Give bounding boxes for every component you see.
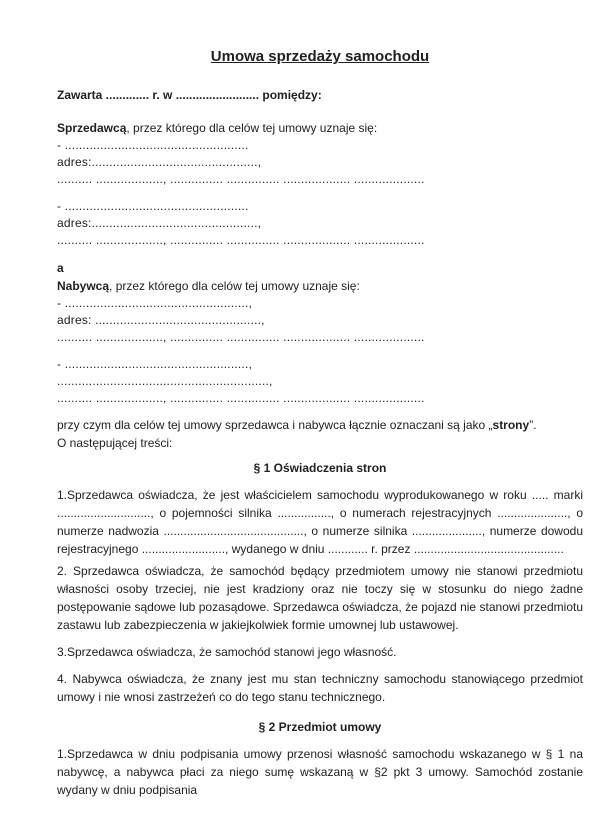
- seller-entry-1-details-line: .......... ..................., ............... ............... ................... ....................: [57, 172, 425, 186]
- buyer-entry-2-name-line: - ....................................................,: [57, 357, 253, 371]
- buyer-entry-2-details-line: .......... ..................., ............... ............... ................... ....................: [57, 391, 425, 405]
- joint-strony-bold: strony: [492, 418, 530, 432]
- seller-entry-2-name-line: - ....................................................: [57, 199, 249, 213]
- section-1-paragraph-2: 2. Sprzedawca oświadcza, że samochód będący przedmiotem umowy nie stanowi przedmiotu własności osoby trzeciej, nie jest kradziony oraz nie toczy się w stosunku do niego żadne postępowanie sądowe lub pozasądowe. Sprzedawca oświadcza, że pojazd nie stanowi przedmiotu zastawu lub zabezpieczenia w jakiejkolwiek formie umownej lub ustawowej.: [57, 564, 583, 632]
- buyer-entry-2-address-line: ............................................................,: [57, 374, 273, 388]
- joint-designation-line: [57, 416, 583, 434]
- section-1-paragraph-4: 4. Nabywca oświadcza, że znany jest mu stan techniczny samochodu stanowiącego przedmiot umowy i nie wnosi zastrzeżeń co do tego stanu technicznego.: [57, 672, 583, 704]
- section-1-heading: § 1 Oświadczenia stron: [253, 461, 387, 475]
- buyer-label-rest: , przez którego dla celów tej umowy uznaje się:: [109, 279, 360, 293]
- document-title: Umowa sprzedaży samochodu: [210, 48, 430, 65]
- section-1-paragraph-1: 1.Sprzedawca oświadcza, że jest właścicielem samochodu wyprodukowanego w roku ..... marki ............................, o pojemności silnika ................, o numerach rejestracyjnych ....................., o numerze nadwozia .........................................., o numerze silnika ....................., numerze dowodu rejestracyjnego ........................., wydanego w dniu ............ r. przez .............................................: [57, 488, 583, 556]
- seller-label-bold: Sprzedawcą: [57, 121, 127, 135]
- buyer-entry-1-name-line: - ....................................................,: [57, 296, 253, 310]
- joint-suffix: ”.: [529, 418, 537, 432]
- seller-entry-2: [57, 198, 583, 249]
- section-2-heading: § 2 Przedmiot umowy: [258, 720, 382, 734]
- buyer-label: [57, 277, 583, 295]
- closing-line: O następującej treści:: [57, 436, 173, 450]
- buyer-label-bold: Nabywcą: [57, 279, 110, 293]
- connector-a: a: [57, 261, 64, 275]
- seller-entry-1-address-line: adres:...............................................,: [57, 155, 262, 169]
- seller-entry-2-details-line: .......... ..................., ............... ............... ................... ....................: [57, 233, 425, 247]
- buyer-entry-1-details-line: .......... ..................., ............... ............... ................... ....................: [57, 330, 425, 344]
- section-2-paragraph-1: 1.Sprzedawca w dniu podpisania umowy przenosi własność samochodu wskazanego w § 1 na nabywcę, a nabywca płaci za niego sumę wskazaną w §2 pkt 3 umowy. Samochód zostanie wydany w dniu podpisania: [57, 747, 583, 797]
- intro-line: Zawarta ............. r. w ......................... pomiędzy:: [57, 88, 322, 102]
- buyer-entry-1: [57, 295, 583, 346]
- buyer-entry-2: [57, 356, 583, 407]
- buyer-entry-1-address-line: adres: ...............................................,: [57, 313, 265, 327]
- seller-entry-2-address-line: adres:...............................................,: [57, 216, 262, 230]
- section-1-paragraph-3: 3.Sprzedawca oświadcza, że samochód stanowi jego własność.: [57, 645, 397, 659]
- seller-entry-1: [57, 137, 583, 188]
- seller-label: [57, 119, 583, 137]
- seller-entry-1-name-line: - ....................................................: [57, 138, 249, 152]
- joint-prefix: przy czym dla celów tej umowy sprzedawca i nabywca łącznie oznaczani są jako „: [57, 418, 493, 432]
- seller-label-rest: , przez którego dla celów tej umowy uznaje się:: [126, 121, 378, 135]
